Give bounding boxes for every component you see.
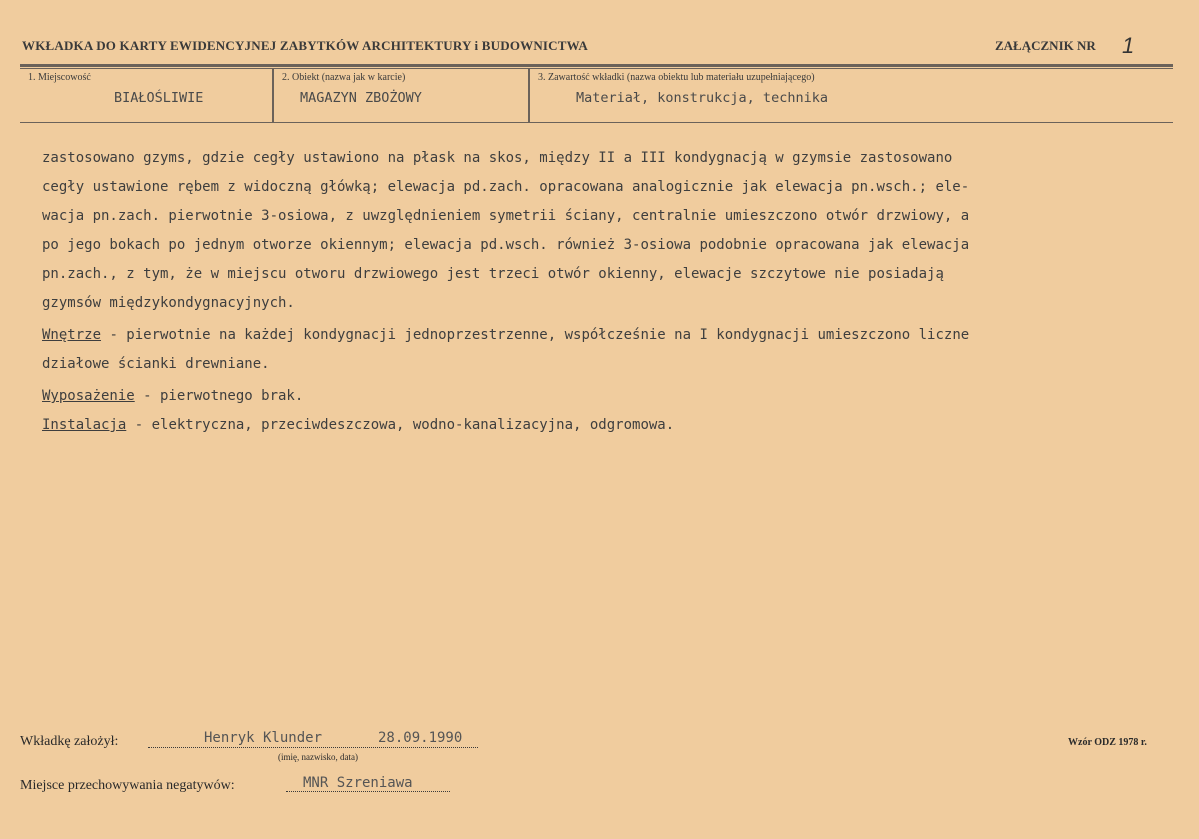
body-line: zastosowano gzyms, gdzie cegły ustawiono na płask na skos, między II a III kondygnacją w gzymsie zastosowano [42,150,953,166]
annex-label: ZAŁĄCZNIK NR [995,38,1096,53]
body-line: pn.zach., z tym, że w miejscu otworu drzwiowego jest trzeci otwór okienny, elewacje szczytowe nie posiadają [42,266,944,282]
field-divider [272,68,274,122]
body-line: cegły ustawione rębem z widoczną główką; elewacja pd.zach. opracowana analogicznie jak elewacja pn.wsch.; ele- [42,179,970,195]
installation-text: - elektryczna, przeciwdeszczowa, wodno-kanalizacyjna, odgromowa. [126,417,675,433]
contents-value: Materiał, konstrukcja, technika [576,90,828,106]
interior-text: - pierwotnie na każdej kondygnacji jednoprzestrzenne, współcześnie na I kondygnacji umieszczono liczne [101,327,970,343]
body-line: wacja pn.zach. pierwotnie 3-osiowa, z uwzględnieniem symetrii ściany, centralnie umieszczono otwór drzwiowy, a [42,208,970,224]
author-dotted-line [148,747,478,748]
body-line: gzymsów międzykondygnacyjnych. [42,295,295,311]
author-value: Henryk Klunder [204,730,323,746]
interior-paragraph [42,327,969,343]
header-rule-thick [20,64,1173,67]
equipment-heading: Wyposażenie [42,388,135,404]
negatives-dotted-line [286,791,450,792]
field-divider [528,68,530,122]
author-hint: (imię, nazwisko, data) [278,752,358,762]
card-title: WKŁADKA DO KARTY EWIDENCYJNEJ ZABYTKÓW ARCHITEKTURY i BUDOWNICTWA [22,38,588,53]
locality-value: BIAŁOŚLIWIE [114,90,204,106]
equipment-paragraph [42,388,303,404]
annex-number: 1 [1122,33,1135,58]
object-value: MAGAZYN ZBOŻOWY [300,90,422,106]
header-rule-thin [20,68,1173,69]
body-line: działowe ścianki drewniane. [42,356,270,372]
body-line: po jego bokach po jednym otworze okiennym; elewacja pd.wsch. również 3-osiowa podobnie opracowana jak elewacja [42,237,970,253]
negatives-label: Miejsce przechowywania negatywów: [20,778,235,793]
author-label: Wkładkę założył: [20,734,119,749]
interior-heading: Wnętrze [42,327,102,343]
installation-heading: Instalacja [42,417,127,433]
object-label: 2. Obiekt (nazwa jak w karcie) [282,72,406,83]
contents-label: 3. Zawartość wkładki (nazwa obiektu lub materiału uzupełniającego) [538,72,815,83]
negatives-value: MNR Szreniawa [303,775,413,791]
template-code: Wzór ODZ 1978 r. [1068,737,1147,748]
installation-paragraph [42,417,674,433]
fields-rule-bottom [20,122,1173,123]
author-date: 28.09.1990 [378,730,463,746]
equipment-text: - pierwotnego brak. [134,388,304,404]
locality-label: 1. Miejscowość [28,72,91,83]
